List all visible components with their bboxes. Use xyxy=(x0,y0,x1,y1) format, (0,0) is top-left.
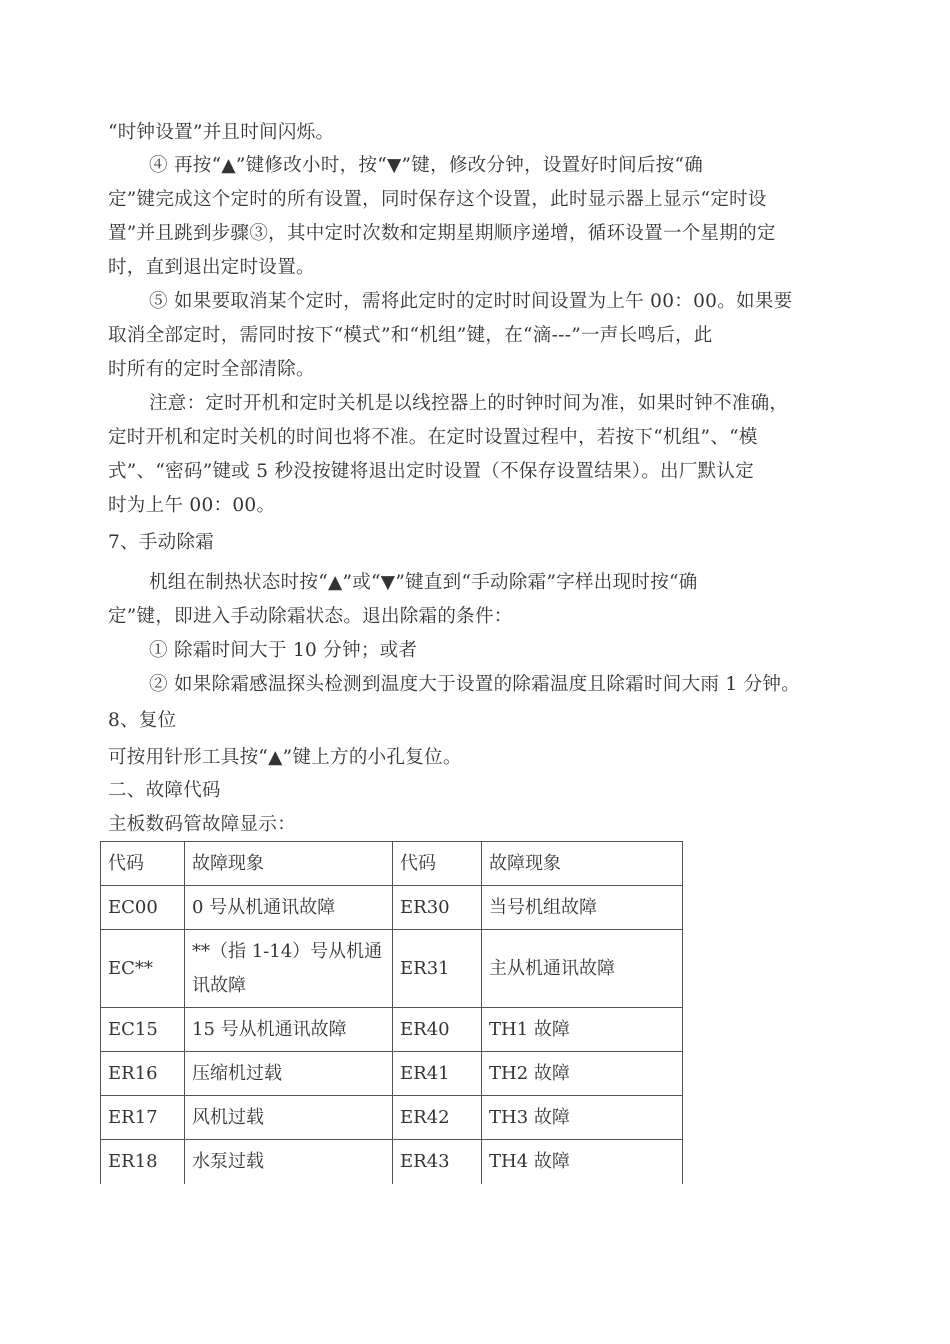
table-cell: EC00 xyxy=(101,886,185,930)
table-row xyxy=(101,930,683,1008)
table-cell: TH3 故障 xyxy=(482,1096,683,1140)
table-cell: ER40 xyxy=(393,1008,482,1052)
paragraph-line: 时所有的定时全部清除。 xyxy=(108,359,315,380)
table-header-cell: 故障现象 xyxy=(185,842,393,886)
paragraph-line: 定”键完成这个定时的所有设置，同时保存这个设置，此时显示器上显示“定时设 xyxy=(108,189,767,210)
table-header-cell: 代码 xyxy=(393,842,482,886)
table-header-cell: 代码 xyxy=(101,842,185,886)
paragraph-line: “时钟设置”并且时间闪烁。 xyxy=(108,122,335,143)
table-cell: 水泵过载 xyxy=(185,1140,393,1184)
paragraph-line: 式”、“密码”键或 5 秒没按键将退出定时设置（不保存设置结果）。出厂默认定 xyxy=(108,461,755,482)
paragraph-line: 定时开机和定时关机的时间也将不准。在定时设置过程中，若按下“机组”、“模 xyxy=(108,427,758,448)
table-cell: 15 号从机通讯故障 xyxy=(185,1008,393,1052)
table-cell: 当号机组故障 xyxy=(482,886,683,930)
table-row xyxy=(101,886,683,930)
table-cell: ER30 xyxy=(393,886,482,930)
table-cell: EC15 xyxy=(101,1008,185,1052)
section-heading: 8、复位 xyxy=(108,710,177,731)
table-cell: ER42 xyxy=(393,1096,482,1140)
paragraph-line: 取消全部定时，需同时按下“模式”和“机组”键，在“滴---”一声长鸣后，此 xyxy=(108,325,713,346)
table-cell: ER41 xyxy=(393,1052,482,1096)
table-cell: 压缩机过载 xyxy=(185,1052,393,1096)
table-cell: ER31 xyxy=(393,930,482,1008)
table-cell: EC** xyxy=(101,930,185,1008)
table-header-cell: 故障现象 xyxy=(482,842,683,886)
table-cell: ER16 xyxy=(101,1052,185,1096)
table-cell: 0 号从机通讯故障 xyxy=(185,886,393,930)
paragraph-line: 主板数码管故障显示： xyxy=(108,814,297,835)
table-row xyxy=(101,1052,683,1096)
table-row xyxy=(101,1140,683,1184)
table-cell: TH4 故障 xyxy=(482,1140,683,1184)
section-heading: 二、故障代码 xyxy=(108,780,221,801)
paragraph-line: 时为上午 00：00。 xyxy=(108,495,276,516)
paragraph-line: 置”并且跳到步骤③，其中定时次数和定期星期顺序递增，循环设置一个星期的定 xyxy=(108,223,776,244)
table-cell: 风机过载 xyxy=(185,1096,393,1140)
table-header-row xyxy=(101,842,683,886)
paragraph-line: 定”键，即进入手动除霜状态。退出除霜的条件： xyxy=(108,606,513,627)
paragraph-line: 机组在制热状态时按“▲”或“▼”键直到“手动除霜”字样出现时按“确 xyxy=(149,572,698,593)
table-cell: TH1 故障 xyxy=(482,1008,683,1052)
table-row xyxy=(101,1008,683,1052)
table-cell: ER17 xyxy=(101,1096,185,1140)
table-cell: ER43 xyxy=(393,1140,482,1184)
section-heading: 7、手动除霜 xyxy=(108,532,215,553)
fault-code-table xyxy=(100,841,683,1184)
paragraph-line: 时，直到退出定时设置。 xyxy=(108,257,315,278)
table-cell: **（指 1-14）号从机通讯故障 xyxy=(185,930,393,1008)
paragraph-line: ④ 再按“▲”键修改小时，按“▼”键，修改分钟，设置好时间后按“确 xyxy=(149,155,704,176)
table-cell: TH2 故障 xyxy=(482,1052,683,1096)
paragraph-line: ⑤ 如果要取消某个定时，需将此定时的定时时间设置为上午 00：00。如果要 xyxy=(149,291,793,312)
table-cell: 主从机通讯故障 xyxy=(482,930,683,1008)
table-row xyxy=(101,1096,683,1140)
paragraph-line: 可按用针形工具按“▲”键上方的小孔复位。 xyxy=(108,747,462,768)
table-cell: ER18 xyxy=(101,1140,185,1184)
paragraph-line: 注意：定时开机和定时关机是以线控器上的时钟时间为准，如果时钟不准确， xyxy=(149,393,789,414)
list-item: ① 除霜时间大于 10 分钟；或者 xyxy=(149,640,418,661)
list-item: ② 如果除霜感温探头检测到温度大于设置的除霜温度且除霜时间大雨 1 分钟。 xyxy=(149,674,801,695)
